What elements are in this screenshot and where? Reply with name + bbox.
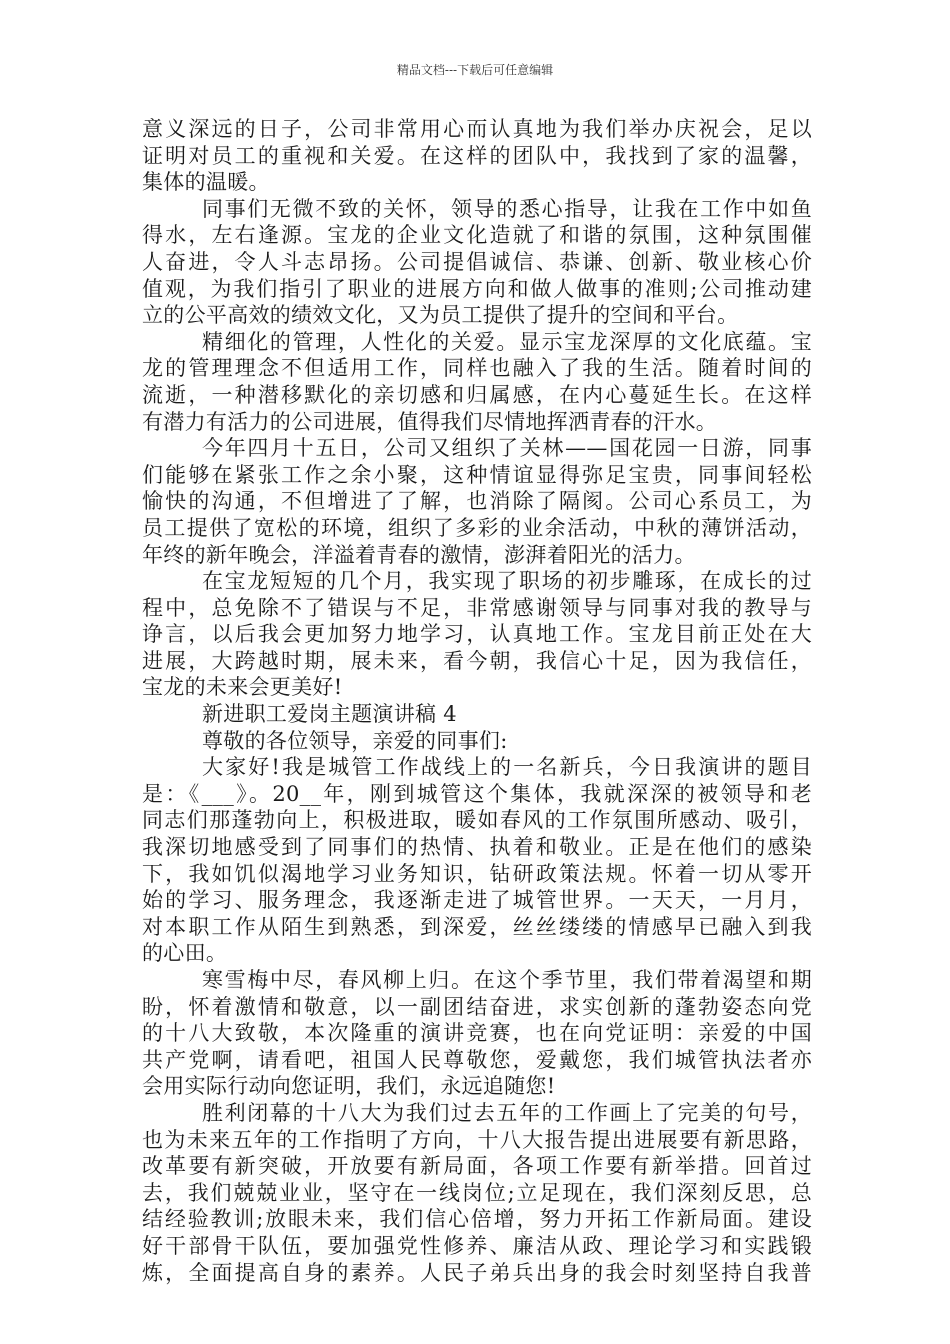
text-line: 盼，怀着激情和敬意，以一副团结奋进，求实创新的蓬勃姿态向党 [142,994,812,1019]
text-line: 好干部骨干队伍，要加强党性修养、廉洁从政、理论学习和实践锻 [142,1233,812,1258]
text-line: 去，我们兢兢业业，坚守在一线岗位;立足现在，我们深刻反思，总 [142,1180,812,1205]
text-line: 值观，为我们指引了职业的进展方向和做人做事的准则;公司推动建 [142,276,812,301]
text-line: 今年四月十五日，公司又组织了关林——国花园一日游，同事 [202,436,812,461]
text-line: 也为未来五年的工作指明了方向，十八大报告提出进展要有新思路， [142,1127,812,1152]
text-line: 程中，总免除不了错误与不足，非常感谢领导与同事对我的教导与 [142,595,812,620]
text-line: 愉快的沟通，不但增进了了解，也消除了隔阂。公司心系员工，为 [142,489,812,514]
text-line: 龙的管理理念不但适用工作，同样也融入了我的生活。随着时间的 [142,356,812,381]
text-line: 得水，左右逢源。宝龙的企业文化造就了和谐的氛围，这种氛围催 [142,223,812,248]
text-line: 们能够在紧张工作之余小聚，这种情谊显得弥足宝贵，同事间轻松 [142,462,812,487]
text-line: 共产党啊，请看吧，祖国人民尊敬您，爱戴您，我们城管执法者亦 [142,1047,812,1072]
text-line: 尊敬的各位领导，亲爱的同事们: [202,728,508,753]
text-line: 始的学习、服务理念，我逐渐走进了城管世界。一天天，一月月， [142,888,812,913]
text-line: 流逝，一种潜移默化的亲切感和归属感，在内心蔓延生长。在这样 [142,382,812,407]
text-line: 进展，大跨越时期，展未来，看今朝，我信心十足，因为我信任， [142,648,812,673]
text-line: 会用实际行动向您证明，我们，永远追随您! [142,1074,556,1099]
text-line: 对本职工作从陌生到熟悉，到深爱，丝丝缕缕的情感早已融入到我 [142,914,812,939]
text-line: 下，我如饥似渴地学习业务知识，钻研政策法规。怀着一切从零开 [142,861,812,886]
page-header: 精品文档---下载后可任意编辑 [396,63,554,77]
text-line: 大家好!我是城管工作战线上的一名新兵，今日我演讲的题目 [202,755,812,780]
text-line: 立的公平高效的绩效文化，又为员工提供了提升的空间和平台。 [142,303,739,328]
text-line: 集体的温暖。 [142,170,270,195]
text-line: 的十八大致敬，本次隆重的演讲竞赛，也在向党证明：亲爱的中国 [142,1021,812,1046]
text-line: 的心田。 [142,941,228,966]
text-line: 年终的新年晚会，洋溢着青春的激情，澎湃着阳光的活力。 [142,542,696,567]
text-line: 胜利闭幕的十八大为我们过去五年的工作画上了完美的句号， [202,1100,812,1125]
text-line: 员工提供了宽松的环境，组织了多彩的业余活动，中秋的薄饼活动， [142,515,812,540]
text-line: 结经验教训;放眼未来，我们信心倍增，努力开拓工作新局面。建设 [142,1207,812,1232]
text-line: 新进职工爱岗主题演讲稿 4 [202,702,457,727]
text-line: 诤言，以后我会更加努力地学习，认真地工作。宝龙目前正处在大 [142,622,812,647]
text-line: 寒雪梅中尽，春风柳上归。在这个季节里，我们带着渴望和期 [202,968,812,992]
text-line: 证明对员工的重视和关爱。在这样的团队中，我找到了家的温馨， [142,143,812,168]
text-line: 同志们那蓬勃向上，积极进取，暖如春风的工作氛围所感动、吸引， [142,808,812,833]
text-line: 精细化的管理，人性化的关爱。显示宝龙深厚的文化底蕴。宝 [202,329,812,354]
text-line: 炼，全面提高自身的素养。人民子弟兵出身的我会时刻坚持自我普 [142,1260,812,1285]
text-line: 意义深远的日子，公司非常用心而认真地为我们举办庆祝会，足以 [142,117,812,141]
text-line: 在宝龙短短的几个月，我实现了职场的初步雕琢，在成长的过 [202,569,812,594]
text-line: 我深切地感受到了同事们的热情、执着和敬业。正是在他们的感染 [142,835,812,860]
text-line: 改革要有新突破，开放要有新局面，各项工作要有新举措。回首过 [142,1154,812,1179]
text-line: 有潜力有活力的公司进展，值得我们尽情地挥洒青春的汗水。 [142,409,718,434]
text-line: 宝龙的未来会更美好! [142,675,343,700]
text-line: 人奋进，令人斗志昂扬。公司提倡诚信、恭谦、创新、敬业核心价 [142,249,812,274]
text-line: 是：《___》。20__年，刚到城管这个集体，我就深深的被领导和老 [142,781,812,806]
document-body [142,116,812,1286]
text-line: 同事们无微不致的关怀，领导的悉心指导，让我在工作中如鱼 [202,196,812,221]
